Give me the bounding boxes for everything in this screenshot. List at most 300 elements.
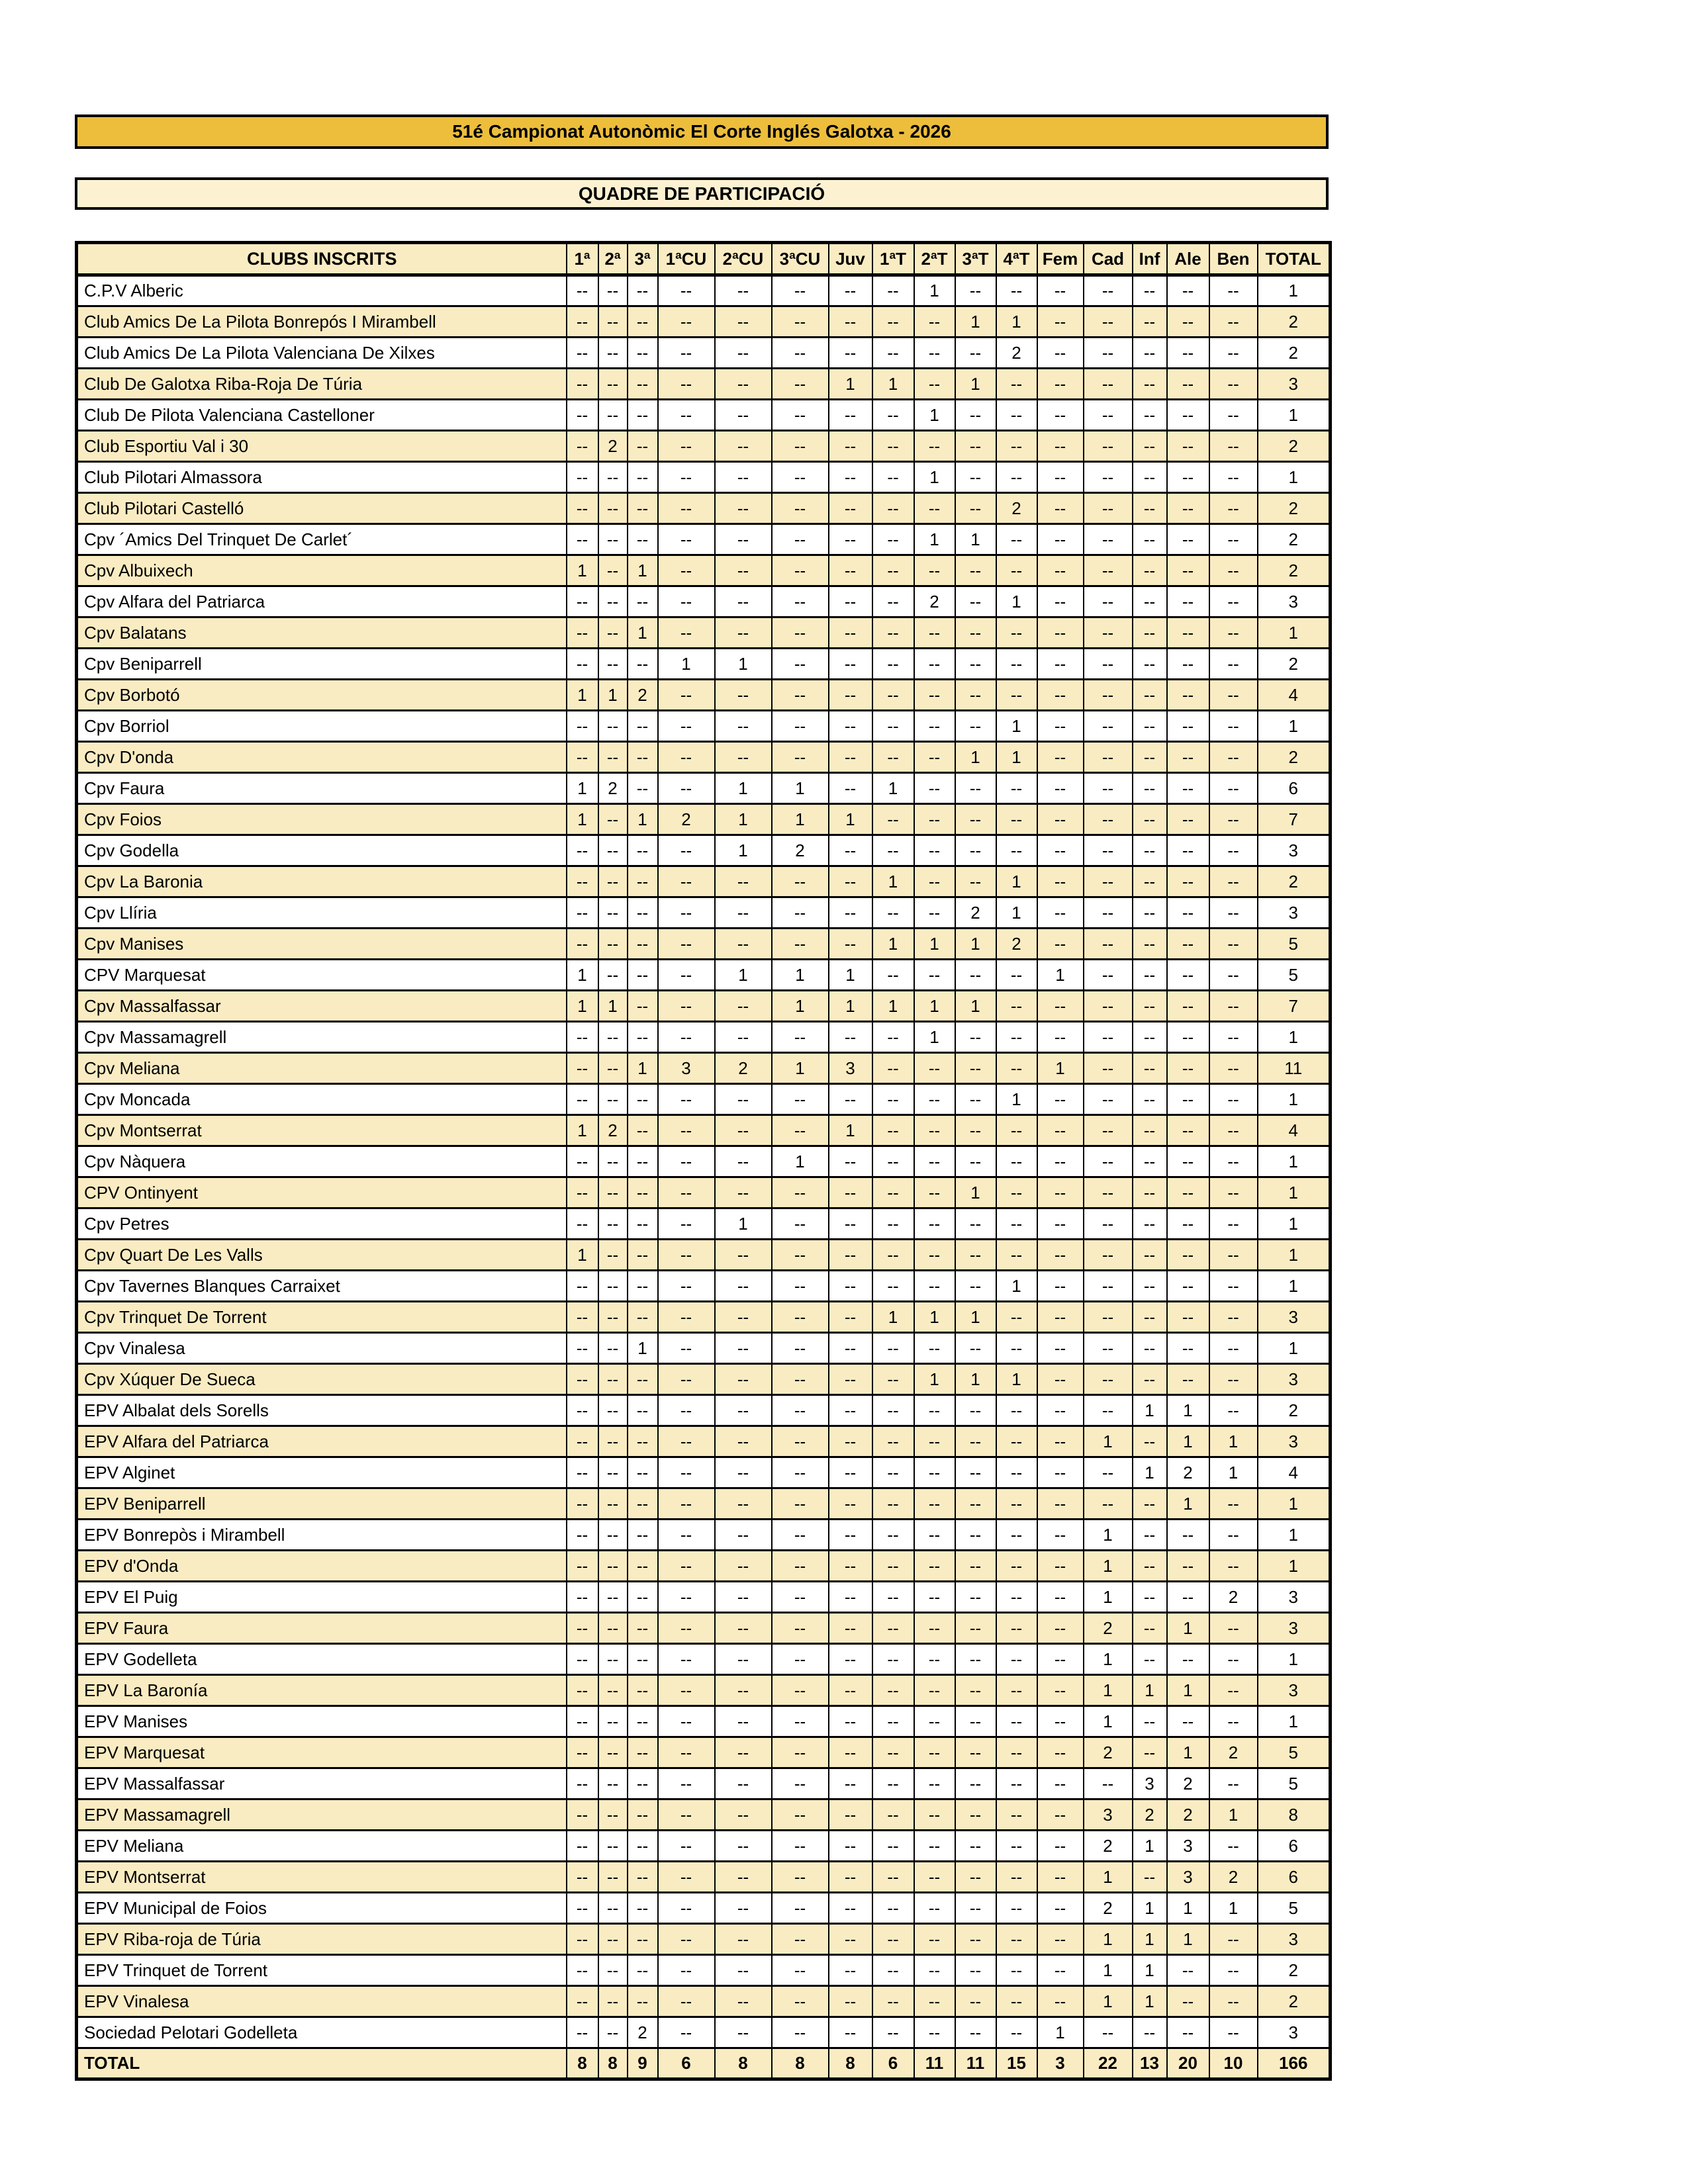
- category-count-cell: --: [955, 1737, 996, 1768]
- category-count-cell: 1: [567, 555, 598, 586]
- table-row: [77, 275, 1331, 306]
- table-row: [77, 866, 1331, 897]
- category-count-cell: --: [872, 1333, 914, 1364]
- category-count-cell: --: [1084, 586, 1133, 617]
- category-count-cell: --: [658, 1582, 715, 1613]
- row-total-cell: 3: [1258, 835, 1331, 866]
- category-count-cell: --: [598, 1924, 628, 1955]
- category-count-cell: --: [1167, 462, 1209, 493]
- category-count-cell: --: [715, 493, 772, 524]
- table-row: [77, 1955, 1331, 1986]
- category-count-cell: --: [1037, 1706, 1084, 1737]
- category-count-cell: --: [1133, 680, 1167, 711]
- row-total-cell: 1: [1258, 1271, 1331, 1302]
- category-count-cell: --: [715, 524, 772, 555]
- table-row: [77, 555, 1331, 586]
- table-row: [77, 1457, 1331, 1488]
- category-count-cell: --: [715, 306, 772, 338]
- row-total-cell: 5: [1258, 1768, 1331, 1799]
- category-count-cell: 1: [567, 1240, 598, 1271]
- participation-table: [75, 241, 1332, 2081]
- row-total-cell: 2: [1258, 1986, 1331, 2017]
- category-count-cell: --: [829, 1986, 872, 2017]
- category-count-cell: --: [1167, 524, 1209, 555]
- category-count-cell: --: [658, 960, 715, 991]
- category-count-cell: 3: [658, 1053, 715, 1084]
- category-count-cell: --: [567, 866, 598, 897]
- category-count-cell: --: [1167, 400, 1209, 431]
- category-count-cell: --: [872, 524, 914, 555]
- category-count-cell: --: [715, 1862, 772, 1893]
- table-row: [77, 1302, 1331, 1333]
- category-count-cell: --: [598, 1364, 628, 1395]
- category-count-cell: --: [1209, 1644, 1258, 1675]
- category-count-cell: --: [1167, 2017, 1209, 2048]
- category-count-cell: 1: [772, 804, 829, 835]
- category-count-cell: --: [996, 991, 1037, 1022]
- category-count-cell: --: [1167, 275, 1209, 306]
- category-count-cell: --: [1167, 711, 1209, 742]
- category-count-cell: --: [772, 1737, 829, 1768]
- category-count-cell: --: [872, 742, 914, 773]
- category-count-cell: --: [772, 1520, 829, 1551]
- category-count-cell: --: [1037, 1302, 1084, 1333]
- row-total-cell: 3: [1258, 586, 1331, 617]
- category-count-cell: --: [914, 1644, 955, 1675]
- club-name: EPV Bonrepòs i Mirambell: [77, 1520, 567, 1551]
- category-count-cell: 1: [628, 1333, 658, 1364]
- club-name: Cpv Trinquet De Torrent: [77, 1302, 567, 1333]
- category-count-cell: 2: [628, 680, 658, 711]
- category-count-cell: --: [628, 1675, 658, 1706]
- table-row: [77, 1551, 1331, 1582]
- category-count-cell: --: [772, 1115, 829, 1146]
- category-count-cell: --: [567, 1457, 598, 1488]
- column-header-7: 1ªT: [872, 243, 914, 275]
- category-count-cell: --: [628, 742, 658, 773]
- category-count-cell: --: [829, 711, 872, 742]
- table-row: [77, 991, 1331, 1022]
- category-count-cell: --: [914, 711, 955, 742]
- category-count-cell: --: [1167, 1271, 1209, 1302]
- category-count-cell: --: [598, 1208, 628, 1240]
- club-name: Cpv Vinalesa: [77, 1333, 567, 1364]
- category-count-cell: --: [829, 586, 872, 617]
- category-count-cell: --: [658, 1862, 715, 1893]
- category-count-cell: --: [996, 462, 1037, 493]
- category-count-cell: --: [1133, 742, 1167, 773]
- category-count-cell: --: [914, 1831, 955, 1862]
- category-count-cell: 1: [955, 929, 996, 960]
- category-count-cell: 1: [1209, 1799, 1258, 1831]
- column-header-13: Inf: [1133, 243, 1167, 275]
- category-count-cell: 1: [1084, 1644, 1133, 1675]
- category-count-cell: --: [1133, 1582, 1167, 1613]
- category-count-cell: --: [1084, 991, 1133, 1022]
- category-count-cell: --: [829, 866, 872, 897]
- category-count-cell: --: [872, 1551, 914, 1582]
- category-count-cell: 2: [772, 835, 829, 866]
- category-count-cell: --: [1209, 1302, 1258, 1333]
- category-count-cell: --: [955, 1924, 996, 1955]
- total-category-count-cell: 15: [996, 2048, 1037, 2079]
- category-count-cell: --: [658, 866, 715, 897]
- category-count-cell: --: [1133, 369, 1167, 400]
- category-count-cell: --: [872, 1271, 914, 1302]
- category-count-cell: --: [872, 1488, 914, 1520]
- category-count-cell: --: [1084, 524, 1133, 555]
- category-count-cell: --: [1209, 1955, 1258, 1986]
- category-count-cell: --: [872, 275, 914, 306]
- category-count-cell: --: [955, 400, 996, 431]
- category-count-cell: 2: [1209, 1582, 1258, 1613]
- category-count-cell: --: [955, 1146, 996, 1177]
- category-count-cell: --: [1167, 1520, 1209, 1551]
- category-count-cell: --: [567, 617, 598, 649]
- category-count-cell: --: [567, 1955, 598, 1986]
- category-count-cell: 1: [1133, 1893, 1167, 1924]
- category-count-cell: --: [628, 462, 658, 493]
- row-total-cell: 3: [1258, 369, 1331, 400]
- category-count-cell: --: [872, 1831, 914, 1862]
- category-count-cell: --: [598, 1893, 628, 1924]
- column-header-8: 2ªT: [914, 243, 955, 275]
- category-count-cell: --: [996, 1706, 1037, 1737]
- category-count-cell: --: [872, 431, 914, 462]
- table-row: [77, 1240, 1331, 1271]
- category-count-cell: --: [1037, 1768, 1084, 1799]
- category-count-cell: --: [1037, 866, 1084, 897]
- category-count-cell: --: [1209, 1551, 1258, 1582]
- category-count-cell: --: [872, 1613, 914, 1644]
- table-row: [77, 1893, 1331, 1924]
- category-count-cell: --: [715, 1986, 772, 2017]
- category-count-cell: 1: [772, 1146, 829, 1177]
- table-row: [77, 1831, 1331, 1862]
- category-count-cell: --: [658, 1706, 715, 1737]
- category-count-cell: 1: [1133, 1986, 1167, 2017]
- category-count-cell: --: [1167, 1955, 1209, 1986]
- category-count-cell: --: [567, 1488, 598, 1520]
- category-count-cell: --: [567, 1426, 598, 1457]
- category-count-cell: 1: [715, 649, 772, 680]
- category-count-cell: --: [955, 1208, 996, 1240]
- category-count-cell: --: [715, 1737, 772, 1768]
- category-count-cell: --: [955, 275, 996, 306]
- club-name: Cpv D'onda: [77, 742, 567, 773]
- category-count-cell: --: [914, 1426, 955, 1457]
- category-count-cell: --: [658, 1146, 715, 1177]
- category-count-cell: --: [1133, 1084, 1167, 1115]
- category-count-cell: --: [628, 1177, 658, 1208]
- category-count-cell: --: [598, 711, 628, 742]
- category-count-cell: --: [628, 1613, 658, 1644]
- category-count-cell: --: [628, 1208, 658, 1240]
- category-count-cell: 1: [829, 369, 872, 400]
- category-count-cell: --: [1037, 1022, 1084, 1053]
- row-total-cell: 2: [1258, 493, 1331, 524]
- category-count-cell: --: [715, 555, 772, 586]
- category-count-cell: 1: [1084, 1582, 1133, 1613]
- row-total-cell: 2: [1258, 742, 1331, 773]
- category-count-cell: --: [1167, 1022, 1209, 1053]
- category-count-cell: --: [715, 1022, 772, 1053]
- category-count-cell: 1: [996, 866, 1037, 897]
- row-total-cell: 1: [1258, 1706, 1331, 1737]
- category-count-cell: --: [567, 431, 598, 462]
- category-count-cell: 1: [1084, 1986, 1133, 2017]
- category-count-cell: --: [955, 1022, 996, 1053]
- total-category-count-cell: 8: [598, 2048, 628, 2079]
- category-count-cell: --: [872, 586, 914, 617]
- category-count-cell: --: [1037, 555, 1084, 586]
- table-row: [77, 1675, 1331, 1706]
- category-count-cell: 1: [1084, 1706, 1133, 1737]
- category-count-cell: --: [772, 1768, 829, 1799]
- category-count-cell: --: [955, 493, 996, 524]
- category-count-cell: --: [628, 835, 658, 866]
- category-count-cell: --: [1084, 617, 1133, 649]
- total-category-count-cell: 8: [567, 2048, 598, 2079]
- category-count-cell: --: [715, 2017, 772, 2048]
- row-total-cell: 1: [1258, 1208, 1331, 1240]
- category-count-cell: --: [772, 1924, 829, 1955]
- category-count-cell: --: [1167, 1706, 1209, 1737]
- category-count-cell: --: [996, 1208, 1037, 1240]
- category-count-cell: 1: [1084, 1862, 1133, 1893]
- category-count-cell: 1: [1167, 1675, 1209, 1706]
- table-row: [77, 680, 1331, 711]
- category-count-cell: 2: [658, 804, 715, 835]
- category-count-cell: --: [1133, 1302, 1167, 1333]
- category-count-cell: --: [772, 649, 829, 680]
- category-count-cell: --: [1037, 1986, 1084, 2017]
- category-count-cell: --: [567, 1768, 598, 1799]
- category-count-cell: --: [567, 1582, 598, 1613]
- total-category-count-cell: 3: [1037, 2048, 1084, 2079]
- category-count-cell: 1: [1133, 1924, 1167, 1955]
- category-count-cell: --: [872, 1240, 914, 1271]
- category-count-cell: --: [658, 1644, 715, 1675]
- category-count-cell: --: [567, 1924, 598, 1955]
- table-row: [77, 711, 1331, 742]
- category-count-cell: 1: [1084, 1426, 1133, 1457]
- category-count-cell: --: [1084, 897, 1133, 929]
- category-count-cell: 1: [1209, 1893, 1258, 1924]
- category-count-cell: --: [829, 1582, 872, 1613]
- category-count-cell: --: [567, 369, 598, 400]
- category-count-cell: --: [1209, 369, 1258, 400]
- category-count-cell: 1: [914, 400, 955, 431]
- category-count-cell: --: [829, 1613, 872, 1644]
- category-count-cell: --: [715, 1768, 772, 1799]
- category-count-cell: --: [658, 1084, 715, 1115]
- category-count-cell: --: [1084, 555, 1133, 586]
- category-count-cell: --: [628, 1831, 658, 1862]
- category-count-cell: 1: [996, 742, 1037, 773]
- category-count-cell: --: [872, 1737, 914, 1768]
- category-count-cell: 1: [567, 991, 598, 1022]
- table-row: [77, 431, 1331, 462]
- category-count-cell: --: [598, 1768, 628, 1799]
- category-count-cell: --: [598, 524, 628, 555]
- club-name: EPV Meliana: [77, 1831, 567, 1862]
- category-count-cell: --: [1133, 991, 1167, 1022]
- category-count-cell: 1: [955, 1364, 996, 1395]
- category-count-cell: --: [1084, 1240, 1133, 1271]
- category-count-cell: 1: [628, 1053, 658, 1084]
- page-title: 51é Campionat Autonòmic El Corte Inglés Galotxa - 2026: [452, 121, 951, 142]
- category-count-cell: --: [1133, 866, 1167, 897]
- subtitle-banner: [75, 177, 1329, 210]
- category-count-cell: --: [955, 1986, 996, 2017]
- club-name: Cpv Manises: [77, 929, 567, 960]
- category-count-cell: --: [1084, 1364, 1133, 1395]
- category-count-cell: --: [829, 680, 872, 711]
- category-count-cell: --: [598, 1831, 628, 1862]
- category-count-cell: --: [914, 1208, 955, 1240]
- category-count-cell: 1: [955, 524, 996, 555]
- column-header-10: 4ªT: [996, 243, 1037, 275]
- category-count-cell: --: [829, 1520, 872, 1551]
- category-count-cell: --: [1084, 835, 1133, 866]
- category-count-cell: --: [567, 462, 598, 493]
- category-count-cell: --: [1037, 1893, 1084, 1924]
- category-count-cell: 3: [1133, 1768, 1167, 1799]
- category-count-cell: --: [715, 617, 772, 649]
- category-count-cell: --: [914, 1768, 955, 1799]
- category-count-cell: --: [598, 1737, 628, 1768]
- category-count-cell: --: [658, 1520, 715, 1551]
- category-count-cell: 1: [715, 1208, 772, 1240]
- category-count-cell: 1: [955, 306, 996, 338]
- category-count-cell: --: [1084, 742, 1133, 773]
- category-count-cell: --: [1167, 586, 1209, 617]
- total-category-count-cell: 8: [715, 2048, 772, 2079]
- category-count-cell: 1: [996, 897, 1037, 929]
- category-count-cell: --: [1133, 1022, 1167, 1053]
- row-total-cell: 3: [1258, 2017, 1331, 2048]
- category-count-cell: --: [955, 1457, 996, 1488]
- category-count-cell: 1: [658, 649, 715, 680]
- category-count-cell: --: [715, 1395, 772, 1426]
- category-count-cell: 2: [715, 1053, 772, 1084]
- column-header-2: 3ª: [628, 243, 658, 275]
- category-count-cell: --: [1133, 1364, 1167, 1395]
- total-category-count-cell: 20: [1167, 2048, 1209, 2079]
- category-count-cell: --: [1133, 1520, 1167, 1551]
- category-count-cell: --: [955, 1613, 996, 1644]
- category-count-cell: 1: [567, 804, 598, 835]
- club-name: EPV Alginet: [77, 1457, 567, 1488]
- category-count-cell: --: [772, 1488, 829, 1520]
- category-count-cell: --: [914, 1146, 955, 1177]
- category-count-cell: --: [1133, 1737, 1167, 1768]
- category-count-cell: --: [628, 1768, 658, 1799]
- table-row: [77, 306, 1331, 338]
- category-count-cell: 1: [598, 991, 628, 1022]
- category-count-cell: --: [914, 493, 955, 524]
- row-total-cell: 6: [1258, 1831, 1331, 1862]
- category-count-cell: --: [772, 1177, 829, 1208]
- category-count-cell: --: [567, 929, 598, 960]
- category-count-cell: --: [1209, 1271, 1258, 1302]
- category-count-cell: --: [829, 431, 872, 462]
- category-count-cell: --: [955, 462, 996, 493]
- category-count-cell: --: [872, 960, 914, 991]
- category-count-cell: --: [598, 1799, 628, 1831]
- category-count-cell: --: [829, 649, 872, 680]
- category-count-cell: --: [1037, 1551, 1084, 1582]
- category-count-cell: --: [914, 649, 955, 680]
- category-count-cell: --: [914, 1893, 955, 1924]
- category-count-cell: --: [955, 1333, 996, 1364]
- category-count-cell: --: [872, 1893, 914, 1924]
- category-count-cell: --: [715, 1115, 772, 1146]
- category-count-cell: --: [1084, 866, 1133, 897]
- column-header-15: Ben: [1209, 243, 1258, 275]
- category-count-cell: --: [628, 991, 658, 1022]
- category-count-cell: --: [829, 1551, 872, 1582]
- category-count-cell: --: [1037, 1146, 1084, 1177]
- club-name: Cpv ´Amics Del Trinquet De Carlet´: [77, 524, 567, 555]
- category-count-cell: --: [1167, 866, 1209, 897]
- category-count-cell: --: [1209, 306, 1258, 338]
- category-count-cell: --: [598, 338, 628, 369]
- category-count-cell: --: [1084, 2017, 1133, 2048]
- category-count-cell: --: [914, 1675, 955, 1706]
- category-count-cell: --: [1037, 1737, 1084, 1768]
- category-count-cell: --: [658, 1551, 715, 1582]
- category-count-cell: 1: [955, 369, 996, 400]
- category-count-cell: --: [1209, 462, 1258, 493]
- category-count-cell: --: [628, 306, 658, 338]
- category-count-cell: --: [658, 1395, 715, 1426]
- category-count-cell: --: [914, 1271, 955, 1302]
- club-name: EPV Beniparrell: [77, 1488, 567, 1520]
- category-count-cell: --: [872, 1426, 914, 1457]
- category-count-cell: 1: [872, 991, 914, 1022]
- category-count-cell: 1: [1209, 1426, 1258, 1457]
- category-count-cell: --: [1037, 1799, 1084, 1831]
- category-count-cell: --: [1133, 1862, 1167, 1893]
- category-count-cell: --: [1037, 991, 1084, 1022]
- category-count-cell: --: [772, 1395, 829, 1426]
- category-count-cell: --: [715, 1457, 772, 1488]
- category-count-cell: --: [1209, 1986, 1258, 2017]
- row-total-cell: 5: [1258, 1737, 1331, 1768]
- column-header-3: 1ªCU: [658, 243, 715, 275]
- category-count-cell: --: [1209, 2017, 1258, 2048]
- total-category-count-cell: 8: [829, 2048, 872, 2079]
- category-count-cell: 1: [1084, 1955, 1133, 1986]
- row-total-cell: 2: [1258, 338, 1331, 369]
- category-count-cell: --: [567, 1520, 598, 1551]
- club-name: C.P.V Alberic: [77, 275, 567, 306]
- category-count-cell: --: [567, 1084, 598, 1115]
- category-count-cell: --: [829, 2017, 872, 2048]
- category-count-cell: --: [996, 275, 1037, 306]
- category-count-cell: --: [598, 1053, 628, 1084]
- row-total-cell: 3: [1258, 1582, 1331, 1613]
- club-name: EPV Marquesat: [77, 1737, 567, 1768]
- category-count-cell: --: [955, 711, 996, 742]
- category-count-cell: --: [1209, 275, 1258, 306]
- category-count-cell: --: [772, 1831, 829, 1862]
- category-count-cell: --: [772, 1644, 829, 1675]
- category-count-cell: --: [1037, 742, 1084, 773]
- category-count-cell: --: [1167, 369, 1209, 400]
